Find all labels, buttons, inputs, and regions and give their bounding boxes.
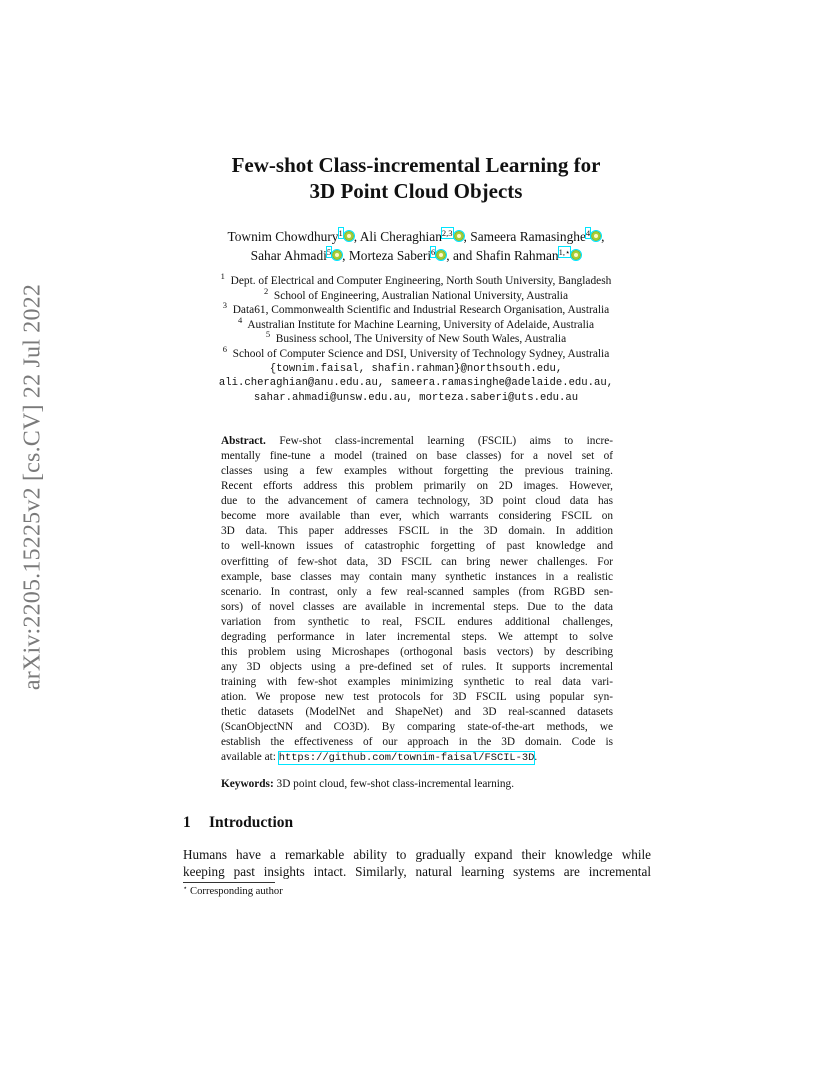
body-line: keeping past insights intact. Similarly, natural learning systems are incremental — [183, 864, 651, 879]
abstract-line — [221, 434, 613, 449]
abstract-line: example, base classes may contain many synthetic instances in a realistic — [221, 570, 613, 583]
abstract-line: training with few-shot examples minimizing synthetic to real data vari- — [221, 676, 613, 688]
author-affil-link[interactable]: 4 — [585, 228, 591, 238]
body-text — [183, 846, 651, 880]
code-link[interactable]: https://github.com/townim-faisal/FSCIL-3D — [278, 752, 535, 765]
author-affil-link[interactable]: 6 — [431, 247, 436, 257]
affil-number: 3 — [222, 300, 227, 311]
section-number: 1 — [183, 814, 191, 831]
affil-text: Business school, The University of New South Wales, Australia — [275, 333, 567, 346]
title-line: Few-shot Class-incremental Learning for — [231, 153, 601, 177]
affiliations — [150, 271, 682, 405]
separator: , — [342, 248, 346, 263]
abstract-line: Recent efforts address this problem primarily on 2D images. However, — [221, 480, 613, 493]
author-name: Morteza Saberi — [348, 248, 432, 263]
abstract-line: degrading performance in later incremental steps. We attempt to solve — [221, 630, 613, 643]
separator: , and — [446, 248, 473, 263]
affiliation — [150, 285, 682, 304]
abstract-line: this problem using Microshapes (orthogonal basis vectors) by describing — [221, 645, 613, 658]
abstract-text: . — [534, 751, 538, 764]
author-name: Sahar Ahmadi — [250, 248, 327, 263]
abstract-line: overfitting of few-shot data, 3D FSCIL can bring newer challenges. For — [221, 555, 613, 568]
abstract-line: 3D data. This paper addresses FSCIL in the 3D domain. In addition — [221, 525, 613, 538]
arxiv-watermark — [0, 0, 66, 1072]
orcid-icon[interactable] — [436, 250, 446, 260]
affiliation — [150, 329, 682, 347]
author-affil-link[interactable]: 5 — [326, 247, 332, 257]
author-name: Sameera Ramasinghe — [470, 229, 586, 244]
orcid-icon[interactable] — [591, 231, 601, 241]
author-name: Ali Cheraghian — [359, 229, 442, 244]
affil-number: 2 — [263, 285, 269, 296]
abstract-line: sors) of novel classes are available in incremental steps. Due to the data — [221, 600, 613, 613]
abstract-line: any 3D objects using a pre-defined set of rules. It supports incremental — [221, 660, 613, 673]
orcid-icon[interactable] — [454, 231, 464, 241]
affil-text: School of Engineering, Australian National University, Australia — [273, 289, 569, 302]
affil-number: 1 — [220, 271, 225, 281]
abstract-line: become more available than ever, which warrants considering FSCIL on — [221, 510, 613, 523]
email-line: ali.cheraghian@anu.edu.au, sameera.ramasinghe@adelaide.edu.au, — [218, 377, 614, 390]
abstract-line: due to the advancement of camera technology, 3D point cloud data has — [221, 495, 613, 508]
email-line: sahar.ahmadi@unsw.edu.au, morteza.saberi@uts.edu.au — [253, 391, 579, 404]
affiliation — [150, 300, 682, 318]
abstract-line: classes using a few examples without forgetting the previous training. — [221, 465, 613, 478]
abstract-text: Few-shot class-incremental learning (FSCIL) aims to incre- — [279, 435, 613, 447]
orcid-icon[interactable] — [332, 250, 342, 260]
body-line: Humans have a remarkable ability to gradually expand their knowledge while — [183, 847, 651, 862]
email-line: {townim.faisal, shafin.rahman}@northsouth.edu, — [269, 362, 563, 375]
abstract-line: to well-known issues of catastrophic forgetting of past knowledge and — [221, 540, 613, 553]
arxiv-identifier: arXiv:2205.15225v2 [cs.CV] 22 Jul 2022 — [19, 283, 46, 691]
affiliation — [150, 343, 682, 362]
author-name: Shafin Rahman — [475, 248, 559, 263]
author-affil-link[interactable]: 1,⋆ — [558, 247, 571, 257]
abstract-line: thetic datasets (ModelNet and ShapeNet) and 3D real-scanned datasets — [221, 706, 613, 719]
abstract-line: establish the effectiveness of our approach in the 3D domain. Code is — [221, 736, 613, 749]
footnote-text: Corresponding author — [190, 886, 283, 897]
keywords — [221, 777, 613, 792]
affil-number: 5 — [265, 329, 271, 340]
keywords-label: Keywords: — [221, 778, 274, 790]
orcid-icon[interactable] — [344, 231, 354, 241]
separator: , — [463, 229, 467, 244]
abstract-label: Abstract. — [221, 435, 266, 447]
footnote-rule — [183, 882, 275, 883]
abstract-line — [221, 750, 613, 766]
orcid-icon[interactable] — [571, 250, 581, 260]
abstract-line: variation from synthetic to real, FSCIL endures additional challenges, — [221, 615, 613, 628]
keywords-text: 3D point cloud, few-shot class-incremental learning. — [276, 778, 515, 790]
affiliation — [150, 314, 682, 333]
section-title: Introduction — [209, 814, 294, 831]
affil-number: 4 — [237, 314, 243, 325]
abstract-text: available at: — [221, 751, 279, 764]
author-list — [150, 227, 682, 265]
separator: , — [601, 229, 605, 244]
affil-text: Australian Institute for Machine Learning, University of Adelaide, Australia — [247, 318, 594, 331]
title-line: 3D Point Cloud Objects — [309, 179, 523, 203]
abstract-line: scenario. In contrast, only a few real-scanned samples (from RGBD sen- — [221, 585, 613, 598]
section-heading — [183, 814, 293, 832]
affil-text: Data61, Commonwealth Scientific and Industrial Research Organisation, Australia — [232, 304, 610, 317]
affil-number: 6 — [222, 343, 227, 354]
abstract-line: mentally fine-tune a model (trained on base classes) for a novel set of — [221, 450, 613, 463]
footnote-mark: ⋆ — [183, 884, 188, 892]
paper-title — [180, 152, 652, 204]
abstract — [221, 434, 613, 766]
abstract-line: ation. We propose new test protocols for 3D FSCIL using popular syn- — [221, 691, 613, 704]
affiliation — [150, 271, 682, 289]
footnote — [183, 886, 283, 897]
abstract-line: (ScanObjectNN and CO3D). By comparing state-of-the-art methods, we — [221, 721, 613, 734]
author-name: Townim Chowdhury — [227, 229, 339, 244]
affil-text: School of Computer Science and DSI, University of Technology Sydney, Australia — [232, 347, 610, 360]
author-affil-link[interactable]: 2,3 — [441, 228, 453, 238]
author-affil-link[interactable]: 1 — [338, 228, 343, 238]
affil-text: Dept. of Electrical and Computer Engineering, North South University, Bangladesh — [230, 275, 612, 287]
separator: , — [353, 229, 358, 244]
